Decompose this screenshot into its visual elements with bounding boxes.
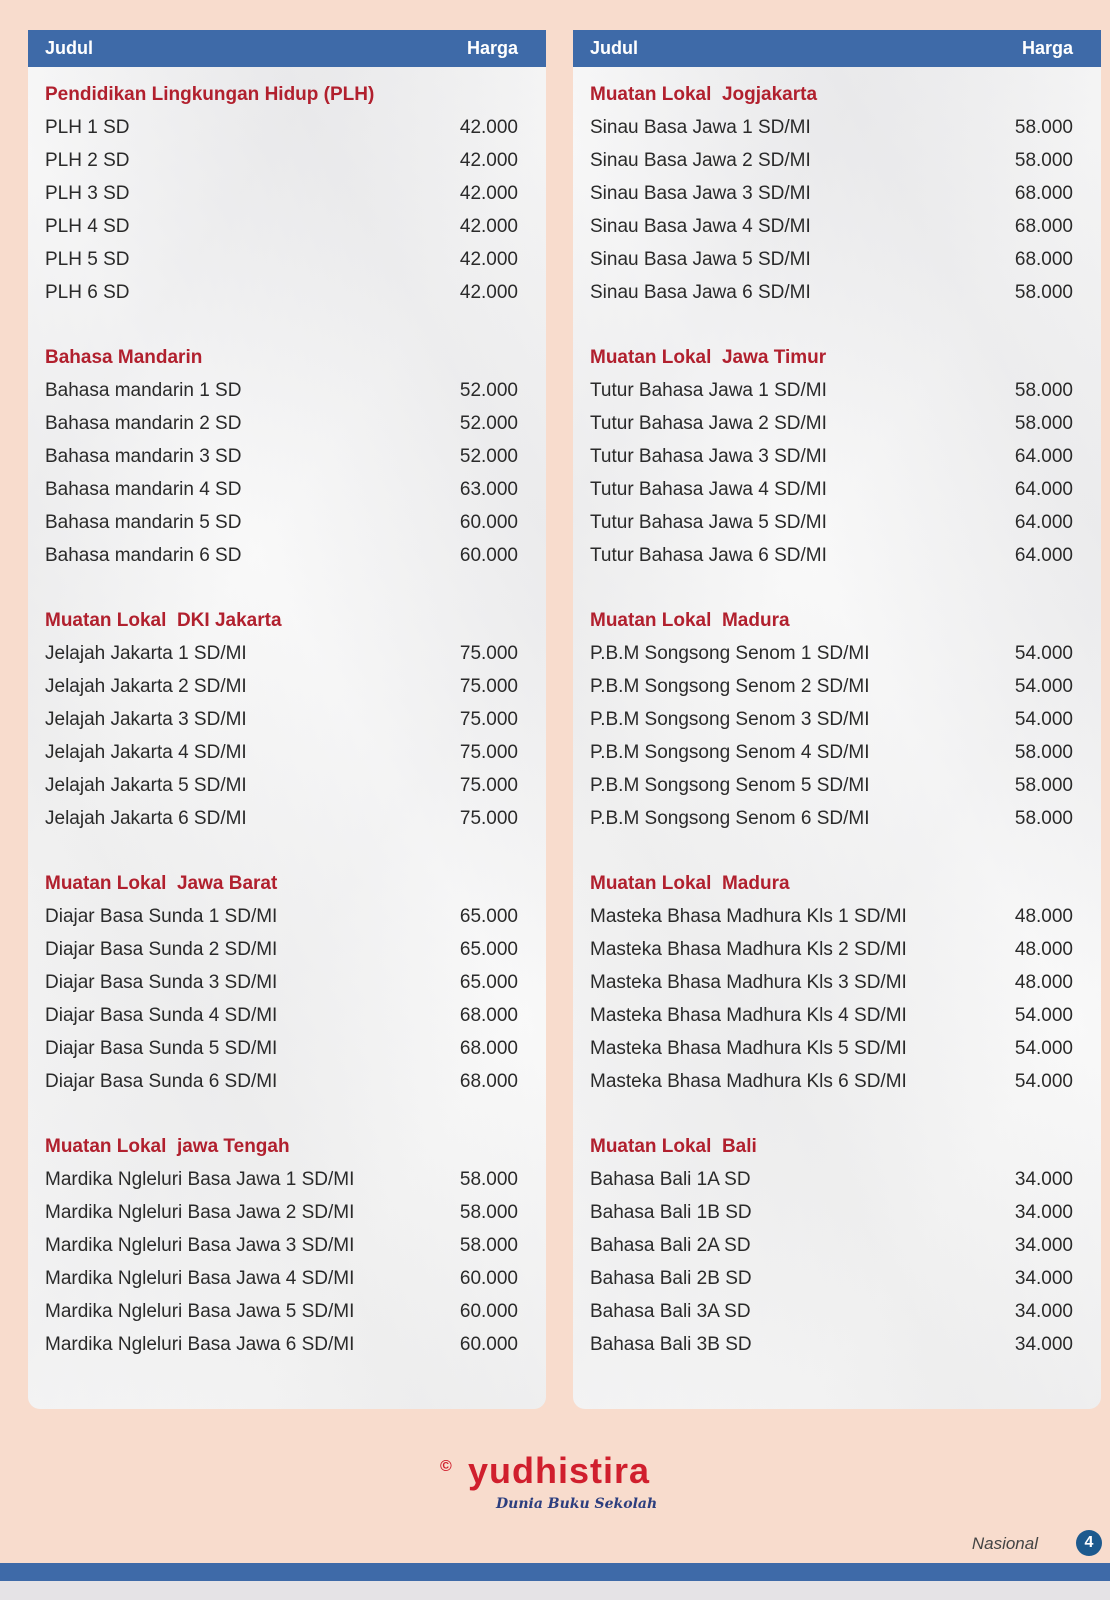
book-title: Bahasa Bali 3A SD: [590, 1300, 751, 1322]
book-price: 75.000: [459, 708, 518, 730]
book-title: Mardika Ngleluri Basa Jawa 5 SD/MI: [45, 1300, 355, 1322]
table-row: [45, 276, 518, 309]
book-title: PLH 1 SD: [45, 116, 130, 138]
book-price: 68.000: [459, 1070, 518, 1092]
book-title: Masteka Bhasa Madhura Kls 3 SD/MI: [590, 971, 907, 993]
book-price: 54.000: [1014, 1070, 1073, 1092]
book-price: 58.000: [1014, 774, 1073, 796]
table-row: [45, 243, 518, 276]
book-title: PLH 4 SD: [45, 215, 130, 237]
table-row: [45, 1328, 518, 1361]
header-price-label: Harga: [466, 38, 518, 58]
book-title: PLH 6 SD: [45, 281, 130, 303]
book-price: 68.000: [1014, 182, 1073, 204]
book-price: 58.000: [459, 1168, 518, 1190]
table-row: [590, 900, 1073, 933]
table-row: [590, 473, 1073, 506]
book-title: P.B.M Songsong Senom 3 SD/MI: [590, 708, 870, 730]
table-row: [590, 144, 1073, 177]
table-row: [45, 1032, 518, 1065]
table-row: [45, 1163, 518, 1196]
book-title: Mardika Ngleluri Basa Jawa 2 SD/MI: [45, 1201, 355, 1223]
table-row: [45, 966, 518, 999]
book-price: 58.000: [459, 1201, 518, 1223]
section-title: Muatan Lokal Jawa Timur: [590, 347, 827, 368]
table-header: [28, 30, 546, 67]
table-row: [45, 506, 518, 539]
table-row: [590, 1196, 1073, 1229]
book-price: 34.000: [1014, 1333, 1073, 1355]
section-title: Muatan Lokal Bali: [590, 1136, 757, 1157]
table-row: [590, 276, 1073, 309]
book-title: PLH 5 SD: [45, 248, 130, 270]
book-price: 65.000: [459, 938, 518, 960]
page-number-badge: 4: [1076, 1530, 1102, 1556]
table-row: [45, 1262, 518, 1295]
book-title: P.B.M Songsong Senom 1 SD/MI: [590, 642, 870, 664]
table-row: [590, 539, 1073, 572]
book-title: Sinau Basa Jawa 1 SD/MI: [590, 116, 811, 138]
book-title: Bahasa Bali 1B SD: [590, 1201, 752, 1223]
book-price: 60.000: [459, 1267, 518, 1289]
table-row: [45, 703, 518, 736]
price-table-left: [28, 30, 546, 1409]
book-price: 68.000: [459, 1004, 518, 1026]
book-title: Jelajah Jakarta 6 SD/MI: [45, 807, 247, 829]
book-title: Tutur Bahasa Jawa 3 SD/MI: [590, 445, 827, 467]
book-price: 68.000: [1014, 215, 1073, 237]
section-title: Muatan Lokal jawa Tengah: [45, 1136, 290, 1157]
book-price: 58.000: [1014, 807, 1073, 829]
section-title: Muatan Lokal Madura: [590, 873, 790, 894]
book-title: Bahasa mandarin 1 SD: [45, 379, 242, 401]
book-title: Tutur Bahasa Jawa 1 SD/MI: [590, 379, 827, 401]
book-price: 48.000: [1014, 938, 1073, 960]
book-title: Jelajah Jakarta 1 SD/MI: [45, 642, 247, 664]
book-title: P.B.M Songsong Senom 2 SD/MI: [590, 675, 870, 697]
table-row: [45, 1196, 518, 1229]
book-title: Bahasa mandarin 5 SD: [45, 511, 242, 533]
book-price: 58.000: [1014, 412, 1073, 434]
book-price: 34.000: [1014, 1267, 1073, 1289]
book-price: 48.000: [1014, 905, 1073, 927]
price-section: [28, 78, 546, 309]
table-row: [590, 1032, 1073, 1065]
book-title: Bahasa Bali 3B SD: [590, 1333, 752, 1355]
book-title: Tutur Bahasa Jawa 4 SD/MI: [590, 478, 827, 500]
book-price: 75.000: [459, 741, 518, 763]
table-row: [45, 900, 518, 933]
footer-bar: [0, 1563, 1110, 1581]
header-price-label: Harga: [1021, 38, 1073, 58]
book-price: 58.000: [1014, 741, 1073, 763]
book-title: Bahasa mandarin 4 SD: [45, 478, 242, 500]
book-title: Diajar Basa Sunda 6 SD/MI: [45, 1070, 278, 1092]
book-price: 75.000: [459, 774, 518, 796]
book-title: Diajar Basa Sunda 5 SD/MI: [45, 1037, 278, 1059]
book-title: Masteka Bhasa Madhura Kls 5 SD/MI: [590, 1037, 907, 1059]
book-price: 58.000: [1014, 379, 1073, 401]
table-row: [590, 736, 1073, 769]
section-title: Pendidikan Lingkungan Hidup (PLH): [45, 84, 375, 105]
table-row: [590, 1229, 1073, 1262]
book-price: 52.000: [459, 412, 518, 434]
book-price: 42.000: [459, 116, 518, 138]
table-row: [45, 111, 518, 144]
table-row: [45, 440, 518, 473]
table-row: [45, 539, 518, 572]
book-title: Mardika Ngleluri Basa Jawa 3 SD/MI: [45, 1234, 355, 1256]
price-section: [573, 1130, 1101, 1361]
book-price: 65.000: [459, 905, 518, 927]
table-row: [590, 933, 1073, 966]
book-title: Masteka Bhasa Madhura Kls 2 SD/MI: [590, 938, 907, 960]
book-price: 42.000: [459, 281, 518, 303]
section-title: Muatan Lokal Jogjakarta: [590, 84, 818, 105]
book-title: Sinau Basa Jawa 5 SD/MI: [590, 248, 811, 270]
brand-tagline: Dunia Buku Sekolah: [496, 1496, 658, 1512]
copyright-icon: ©: [440, 1458, 452, 1475]
table-row: [590, 243, 1073, 276]
price-section: [573, 604, 1101, 835]
book-price: 58.000: [459, 1234, 518, 1256]
section-title: Bahasa Mandarin: [45, 347, 203, 368]
book-price: 68.000: [459, 1037, 518, 1059]
book-price: 60.000: [459, 1300, 518, 1322]
book-price: 54.000: [1014, 675, 1073, 697]
table-row: [590, 703, 1073, 736]
book-title: Jelajah Jakarta 3 SD/MI: [45, 708, 247, 730]
table-header: [573, 30, 1101, 67]
book-price: 75.000: [459, 807, 518, 829]
book-price: 42.000: [459, 182, 518, 204]
book-price: 68.000: [1014, 248, 1073, 270]
price-table-right: [573, 30, 1101, 1409]
table-row: [590, 407, 1073, 440]
table-row: [45, 670, 518, 703]
table-row: [45, 1295, 518, 1328]
book-price: 58.000: [1014, 149, 1073, 171]
table-row: [45, 177, 518, 210]
book-price: 54.000: [1014, 1004, 1073, 1026]
book-price: 34.000: [1014, 1300, 1073, 1322]
table-row: [590, 210, 1073, 243]
book-price: 64.000: [1014, 544, 1073, 566]
table-row: [590, 670, 1073, 703]
book-price: 54.000: [1014, 642, 1073, 664]
price-section: [28, 341, 546, 572]
section-title: Muatan Lokal Madura: [590, 610, 790, 631]
book-title: Bahasa mandarin 6 SD: [45, 544, 242, 566]
book-title: P.B.M Songsong Senom 5 SD/MI: [590, 774, 870, 796]
book-price: 63.000: [459, 478, 518, 500]
header-title-label: Judul: [45, 38, 93, 58]
book-price: 42.000: [459, 149, 518, 171]
book-title: Sinau Basa Jawa 6 SD/MI: [590, 281, 811, 303]
book-price: 54.000: [1014, 1037, 1073, 1059]
book-title: Bahasa mandarin 2 SD: [45, 412, 242, 434]
book-price: 64.000: [1014, 478, 1073, 500]
book-price: 48.000: [1014, 971, 1073, 993]
book-price: 34.000: [1014, 1201, 1073, 1223]
book-title: Tutur Bahasa Jawa 2 SD/MI: [590, 412, 827, 434]
footer-label: Nasional: [971, 1534, 1038, 1553]
table-row: [590, 637, 1073, 670]
book-title: Jelajah Jakarta 2 SD/MI: [45, 675, 247, 697]
book-title: Bahasa Bali 1A SD: [590, 1168, 751, 1190]
book-title: Sinau Basa Jawa 4 SD/MI: [590, 215, 811, 237]
book-title: Tutur Bahasa Jawa 6 SD/MI: [590, 544, 827, 566]
table-row: [590, 177, 1073, 210]
table-row: [590, 966, 1073, 999]
book-price: 75.000: [459, 675, 518, 697]
table-row: [45, 1065, 518, 1098]
section-title: Muatan Lokal DKI Jakarta: [45, 610, 282, 631]
price-section: [28, 604, 546, 835]
book-price: 65.000: [459, 971, 518, 993]
book-price: 64.000: [1014, 445, 1073, 467]
book-price: 60.000: [459, 1333, 518, 1355]
book-price: 58.000: [1014, 116, 1073, 138]
table-row: [590, 111, 1073, 144]
book-price: 60.000: [459, 544, 518, 566]
book-title: PLH 3 SD: [45, 182, 130, 204]
table-row: [45, 473, 518, 506]
book-title: Jelajah Jakarta 4 SD/MI: [45, 741, 247, 763]
price-section: [28, 1130, 546, 1361]
book-title: Bahasa mandarin 3 SD: [45, 445, 242, 467]
book-price: 75.000: [459, 642, 518, 664]
book-title: Sinau Basa Jawa 3 SD/MI: [590, 182, 811, 204]
book-title: Bahasa Bali 2A SD: [590, 1234, 751, 1256]
book-price: 52.000: [459, 379, 518, 401]
yudhistira-logo: [440, 1450, 700, 1520]
price-section: [573, 341, 1101, 572]
book-title: Mardika Ngleluri Basa Jawa 6 SD/MI: [45, 1333, 355, 1355]
book-price: 42.000: [459, 215, 518, 237]
book-title: Mardika Ngleluri Basa Jawa 1 SD/MI: [45, 1168, 355, 1190]
price-section: [573, 867, 1101, 1098]
table-row: [45, 999, 518, 1032]
book-title: Diajar Basa Sunda 3 SD/MI: [45, 971, 278, 993]
table-row: [45, 210, 518, 243]
book-title: PLH 2 SD: [45, 149, 130, 171]
table-row: [45, 144, 518, 177]
table-row: [45, 637, 518, 670]
book-price: 34.000: [1014, 1234, 1073, 1256]
book-title: Bahasa Bali 2B SD: [590, 1267, 752, 1289]
book-price: 64.000: [1014, 511, 1073, 533]
table-row: [45, 933, 518, 966]
book-title: Diajar Basa Sunda 2 SD/MI: [45, 938, 278, 960]
table-row: [590, 802, 1073, 835]
table-row: [45, 374, 518, 407]
book-title: P.B.M Songsong Senom 4 SD/MI: [590, 741, 870, 763]
table-row: [590, 1163, 1073, 1196]
price-section: [573, 78, 1101, 309]
book-title: Masteka Bhasa Madhura Kls 6 SD/MI: [590, 1070, 907, 1092]
table-row: [590, 440, 1073, 473]
table-row: [590, 1295, 1073, 1328]
book-title: Sinau Basa Jawa 2 SD/MI: [590, 149, 811, 171]
book-title: Masteka Bhasa Madhura Kls 1 SD/MI: [590, 905, 907, 927]
table-row: [45, 769, 518, 802]
header-title-label: Judul: [590, 38, 638, 58]
table-row: [45, 736, 518, 769]
table-row: [590, 1328, 1073, 1361]
table-row: [590, 769, 1073, 802]
section-title: Muatan Lokal Jawa Barat: [45, 873, 278, 894]
table-row: [45, 1229, 518, 1262]
table-row: [45, 407, 518, 440]
book-price: 42.000: [459, 248, 518, 270]
book-title: Mardika Ngleluri Basa Jawa 4 SD/MI: [45, 1267, 355, 1289]
table-row: [45, 802, 518, 835]
book-title: Diajar Basa Sunda 1 SD/MI: [45, 905, 278, 927]
book-title: Diajar Basa Sunda 4 SD/MI: [45, 1004, 278, 1026]
price-section: [28, 867, 546, 1098]
book-title: Masteka Bhasa Madhura Kls 4 SD/MI: [590, 1004, 907, 1026]
book-title: Jelajah Jakarta 5 SD/MI: [45, 774, 247, 796]
book-title: P.B.M Songsong Senom 6 SD/MI: [590, 807, 870, 829]
table-row: [590, 374, 1073, 407]
table-row: [590, 506, 1073, 539]
table-row: [590, 999, 1073, 1032]
footer-strip: [0, 1581, 1110, 1600]
table-row: [590, 1262, 1073, 1295]
book-price: 54.000: [1014, 708, 1073, 730]
book-title: Tutur Bahasa Jawa 5 SD/MI: [590, 511, 827, 533]
book-price: 52.000: [459, 445, 518, 467]
brand-name: yudhistira: [468, 1450, 651, 1491]
book-price: 34.000: [1014, 1168, 1073, 1190]
table-row: [590, 1065, 1073, 1098]
book-price: 58.000: [1014, 281, 1073, 303]
book-price: 60.000: [459, 511, 518, 533]
